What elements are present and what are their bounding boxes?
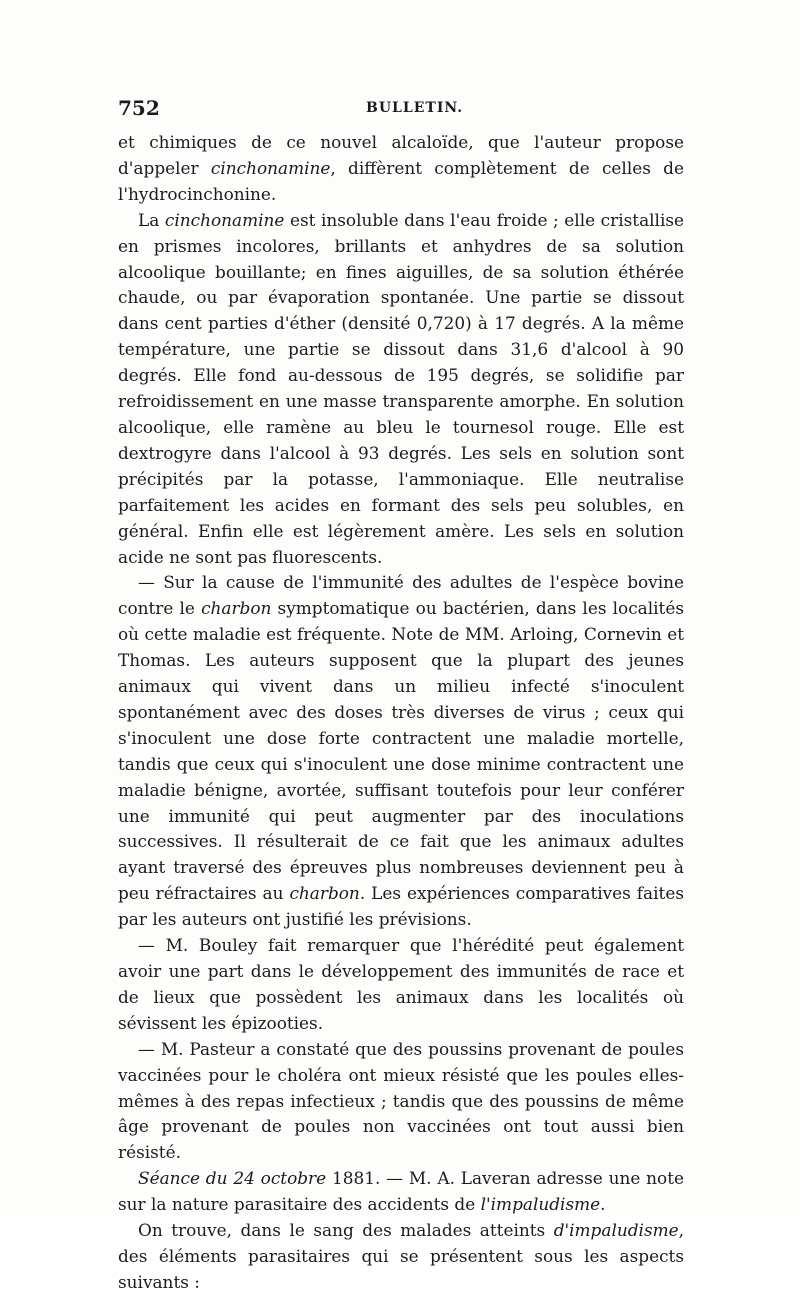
text-run: 1881. — M. A. Laveran adresse une note sur la nature parasitaire des accidents de — [118, 1168, 684, 1215]
text-run: — Sur la cause de l'immunité des adultes de l'espèce bovine contre le — [118, 572, 684, 619]
running-title: BULLETIN. — [366, 100, 464, 116]
text-run: . — [600, 1194, 606, 1215]
text-run: symptomatique ou bactérien, dans les localités où cette maladie est fréquente. Note de MM. Arloing, Cornevin et Thomas. Les auteurs supposent que la plupart des jeunes animaux qui vivent dans un milieu infecté s'inoculent spontanément avec des doses très diverses de virus ; ceux qui s'inoculent une dose forte contractent une maladie mortelle, tandis que ceux qui s'inoculent une dose minime contractent une maladie bénigne, avortée, suffisant toutefois pour leur conférer une immunité qui peut augmenter par des inoculations successives. Il résulterait de ce fait que les animaux adultes ayant traversé des épreuves plus nombreuses deviennent peu à peu réfractaires au — [118, 598, 684, 904]
italic-text: cinchonamine — [164, 209, 285, 230]
text-run: , diffèrent complètement de celles de l'hydrocinchonine. — [118, 157, 684, 204]
running-head — [118, 96, 686, 126]
italic-text: charbon — [289, 883, 360, 904]
text-run: . Les expériences comparatives faites par les auteurs ont justifié les prévisions. — [118, 883, 684, 930]
italic-text: l'impaludisme — [480, 1194, 601, 1215]
text-run: , des éléments parasitaires qui se présentent sous les aspects suivants : — [118, 1220, 684, 1292]
italic-text: cinchonamine — [210, 157, 331, 178]
page-number: 752 — [118, 96, 160, 120]
paragraph-p7 — [118, 1218, 684, 1296]
italic-text: Séance du 24 octobre — [138, 1168, 327, 1189]
text-run: — M. Pasteur a constaté que des poussins provenant de poules vaccinées pour le choléra ont mieux résisté que les poules elles-mêmes à des repas infectieux ; tandis que des poussins de même âge provenant de poules non vaccinées ont tout aussi bien résisté. — [118, 1038, 684, 1163]
text-run: On trouve, dans le sang des malades atteints — [138, 1220, 554, 1241]
paragraph-p4 — [118, 933, 684, 1037]
paragraph-p1 — [118, 130, 684, 208]
text-run: et chimiques de ce nouvel alcaloïde, que l'auteur propose d'appeler — [118, 132, 684, 178]
body-text — [118, 130, 684, 1296]
text-run: — M. Bouley fait remarquer que l'hérédité peut également avoir une part dans le développement des immunités de race et de lieux que possèdent les animaux dans les localités où sévissent les épizooties. — [118, 935, 684, 1033]
paragraph-p5 — [118, 1037, 684, 1167]
italic-text: charbon — [201, 598, 272, 619]
text-run: La — [138, 209, 165, 230]
paragraph-p3 — [118, 570, 684, 933]
text-run: est insoluble dans l'eau froide ; elle cristallise en prismes incolores, brillants et anhydres de sa solution alcoolique bouillante; en fines aiguilles, de sa solution éthérée chaude, ou par évaporation spontanée. Une partie se dissout dans cent parties d'éther (densité 0,720) à 17 degrés. A la même température, une partie se dissout dans 31,6 d'alcool à 90 degrés. Elle fond au-dessous de 195 degrés, se solidifie par refroidissement en une masse transparente amorphe. En solution alcoolique, elle ramène au bleu le tournesol rouge. Elle est dextrogyre dans l'alcool à 93 degrés. Les sels en solution sont précipités par la potasse, l'ammoniaque. Elle neutralise parfaitement les acides en formant des sels peu solubles, en général. Enfin elle est légèrement amère. Les sels en solution acide ne sont pas fluorescents. — [118, 209, 685, 567]
paragraph-p2 — [118, 208, 684, 571]
italic-text: d'impaludisme — [553, 1220, 679, 1241]
paragraph-p6 — [118, 1166, 684, 1218]
